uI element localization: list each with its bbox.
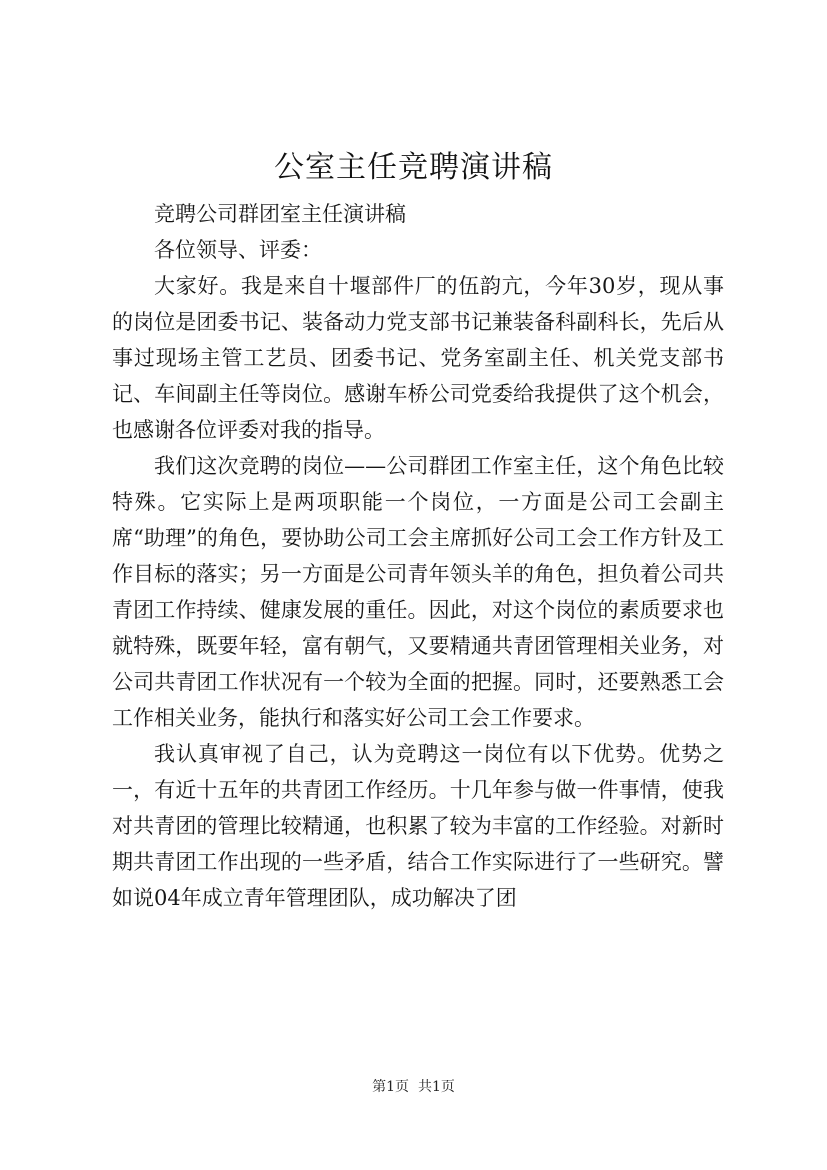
page-number: 第1页 共1页 xyxy=(372,1079,455,1095)
paragraph-salutation: 各位领导、评委： xyxy=(154,238,322,262)
document-title: 公室主任竞聘演讲稿 xyxy=(274,150,553,185)
paragraph-introduction: 大家好。我是来自十堰部件厂的伍韵亢，今年30岁，现从事的岗位是团委书记、装备动力党支部书记兼装备科副科长，先后从事过现场主管工艺员、团委书记、党务室副主任、机关党支部书记、车间副主任等岗位。感谢车桥公司党委给我提供了这个机会，也感谢各位评委对我的指导。 xyxy=(112,274,724,442)
paragraph-subtitle: 竞聘公司群团室主任演讲稿 xyxy=(154,202,406,226)
document-body xyxy=(112,196,724,916)
paragraph-strengths: 我认真审视了自己，认为竞聘这一岗位有以下优势。优势之一，有近十五年的共青团工作经历。十几年参与做一件事情，使我对共青团的管理比较精通，也积累了较为丰富的工作经验。对新时期共青团工作出现的一些矛盾，结合工作实际进行了一些研究。譬如说04年成立青年管理团队，成功解决了团 xyxy=(112,742,724,910)
paragraph-position-description: 我们这次竞聘的岗位——公司群团工作室主任，这个角色比较特殊。它实际上是两项职能一个岗位，一方面是公司工会副主席“助理”的角色，要协助公司工会主席抓好公司工会工作方针及工作目标的落实；另一方面是公司青年领头羊的角色，担负着公司共青团工作持续、健康发展的重任。因此，对这个岗位的素质要求也就特殊，既要年轻，富有朝气，又要精通共青团管理相关业务，对公司共青团工作状况有一个较为全面的把握。同时，还要熟悉工会工作相关业务，能执行和落实好公司工会工作要求。 xyxy=(112,454,724,730)
page-footer xyxy=(0,1077,827,1097)
